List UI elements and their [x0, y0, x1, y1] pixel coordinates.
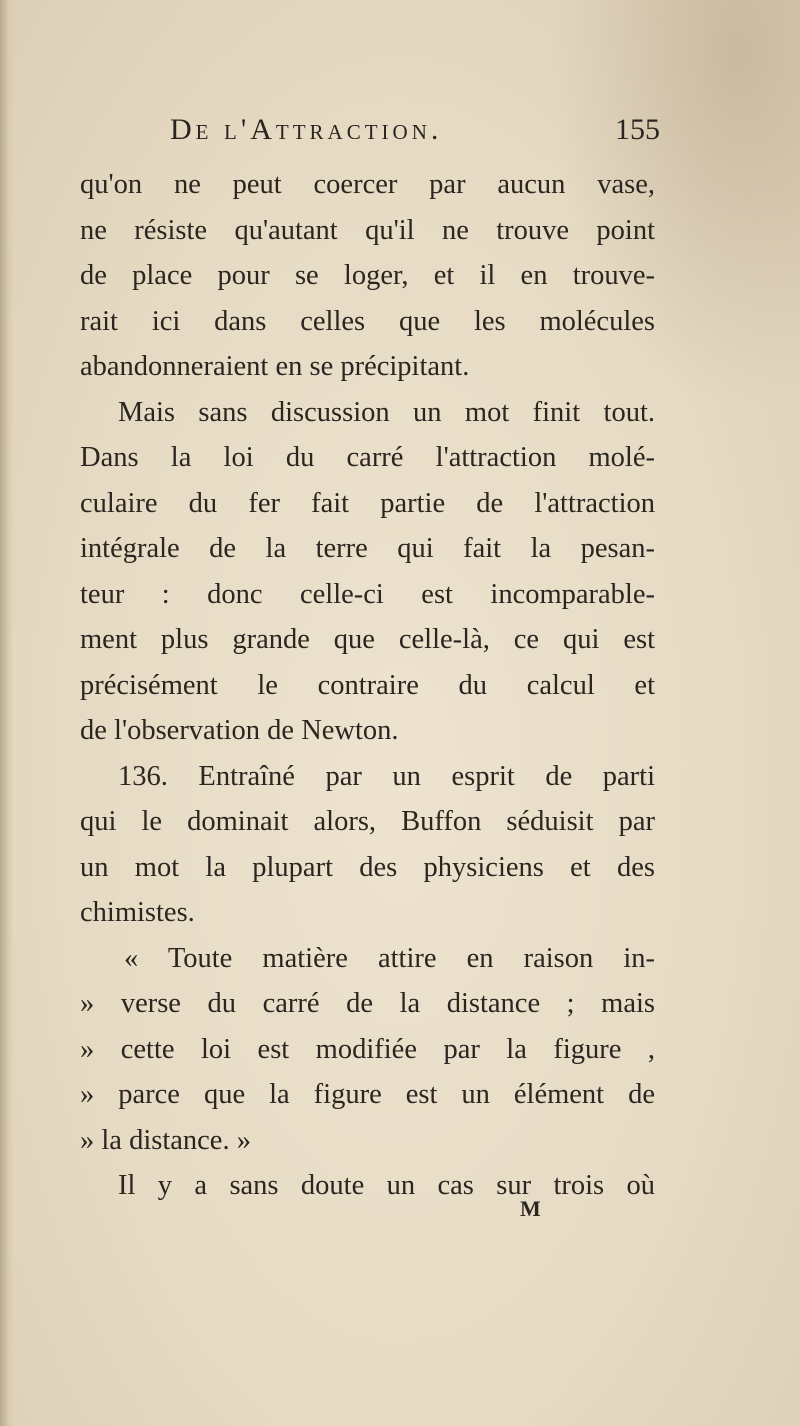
text-line: 136. Entraîné par un esprit de parti: [118, 760, 655, 792]
text-line: Il y a sans doute un cas sur trois où: [118, 1170, 655, 1201]
text-line: de l'observation de Newton.: [80, 715, 399, 746]
text-line: intégrale de la terre qui fait la pesan-: [80, 533, 655, 564]
text-line: un mot la plupart des physiciens et des: [80, 851, 655, 883]
text-line: de place pour se loger, et il en trouve-: [80, 260, 655, 291]
text-line: ment plus grande que celle-là, ce qui est: [80, 624, 655, 655]
page-spine-shadow: [0, 0, 14, 1426]
text-line: culaire du fer fait partie de l'attraction: [80, 487, 655, 519]
text-line: « Toute matière attire en raison in-: [124, 942, 655, 974]
signature-mark: M: [520, 1196, 542, 1221]
body-text: [80, 162, 655, 1209]
text-line: Dans la loi du carré l'attraction molé-: [80, 442, 655, 473]
text-line: teur : donc celle-ci est incomparable-: [80, 578, 655, 610]
text-line: ne résiste qu'autant qu'il ne trouve point: [80, 214, 655, 246]
text-line: » verse du carré de la distance ; mais: [80, 988, 655, 1019]
text-line: abandonneraient en se précipitant.: [80, 351, 470, 382]
text-line: » parce que la figure est un élément de: [80, 1079, 655, 1110]
running-title: De l'Attraction.: [170, 113, 443, 146]
text-line: » la distance. »: [80, 1124, 251, 1156]
text-line: rait ici dans celles que les molécules: [80, 305, 655, 337]
text-line: précisément le contraire du calcul et: [80, 669, 655, 701]
text-line: Mais sans discussion un mot finit tout.: [118, 396, 655, 428]
text-line: chimistes.: [80, 897, 195, 928]
text-line: qui le dominait alors, Buffon séduisit par: [80, 806, 655, 837]
page-number: 155: [615, 113, 660, 146]
text-line: qu'on ne peut coercer par aucun vase,: [80, 169, 655, 200]
text-line: » cette loi est modifiée par la figure ,: [80, 1033, 655, 1065]
running-head: [170, 108, 660, 152]
